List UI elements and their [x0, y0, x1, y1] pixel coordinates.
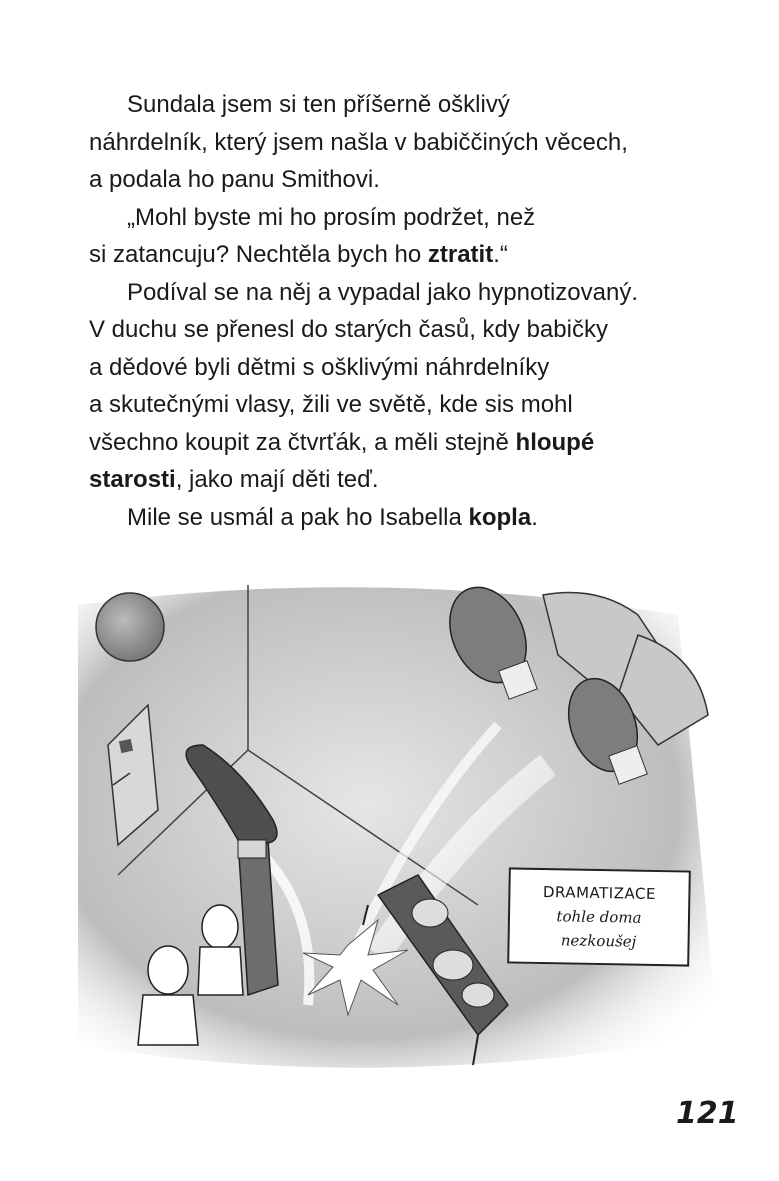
text-run: . — [531, 503, 538, 531]
note-line-2: nezkoušej — [560, 931, 637, 951]
text-run: si zatancuju? Nechtěla bych ho — [89, 241, 428, 268]
text-run: všechno koupit za čtvrťák, a měli stejně — [89, 428, 516, 456]
bold-word: hloupé — [515, 428, 595, 456]
bold-word: ztratit — [427, 241, 494, 268]
text-run: V duchu se přenesl do starých časů, kdy babičky — [89, 316, 608, 343]
text-run: „Mohl byste mi ho prosím podržet, než — [127, 203, 536, 231]
note-line-1: tohle doma — [556, 907, 642, 927]
text-run: .“ — [493, 241, 508, 268]
text-line — [89, 349, 729, 387]
paragraph — [89, 86, 729, 199]
note-title: DRAMATIZACE — [542, 883, 657, 903]
text-run: Mile se usmál a pak ho Isabella — [127, 503, 469, 531]
text-run: , jako mají děti teď. — [175, 466, 379, 493]
text-line — [89, 311, 729, 349]
kick-illustration — [78, 575, 718, 1075]
text-run: a podala ho panu Smithovi. — [89, 166, 380, 193]
text-line — [89, 199, 729, 237]
warning-note — [507, 867, 691, 966]
text-line — [89, 424, 729, 462]
paragraph — [89, 199, 729, 274]
paragraph — [89, 499, 729, 537]
text-run: a skutečnými vlasy, žili ve světě, kde sis mohl — [89, 391, 573, 418]
text-line — [89, 86, 729, 124]
text-line — [89, 461, 729, 499]
text-line — [89, 236, 729, 274]
text-run: a dědové byli dětmi s ošklivými náhrdelníky — [89, 353, 550, 381]
page-number: 121 — [676, 1096, 739, 1131]
text-line — [89, 274, 729, 312]
story-text — [89, 86, 729, 536]
paragraph — [89, 274, 729, 499]
text-line — [89, 124, 729, 162]
bold-word: starosti — [89, 466, 176, 493]
text-run: Sundala jsem si ten příšerně ošklivý — [127, 91, 510, 118]
text-line — [89, 386, 729, 424]
text-line — [89, 161, 729, 199]
text-run: Podíval se na něj a vypadal jako hypnotizovaný. — [127, 278, 638, 306]
text-run: náhrdelník, který jsem našla v babiččiných věcech, — [89, 128, 628, 156]
ceiling-lamp — [96, 593, 164, 661]
text-line — [89, 499, 729, 537]
bold-word: kopla — [468, 503, 532, 531]
